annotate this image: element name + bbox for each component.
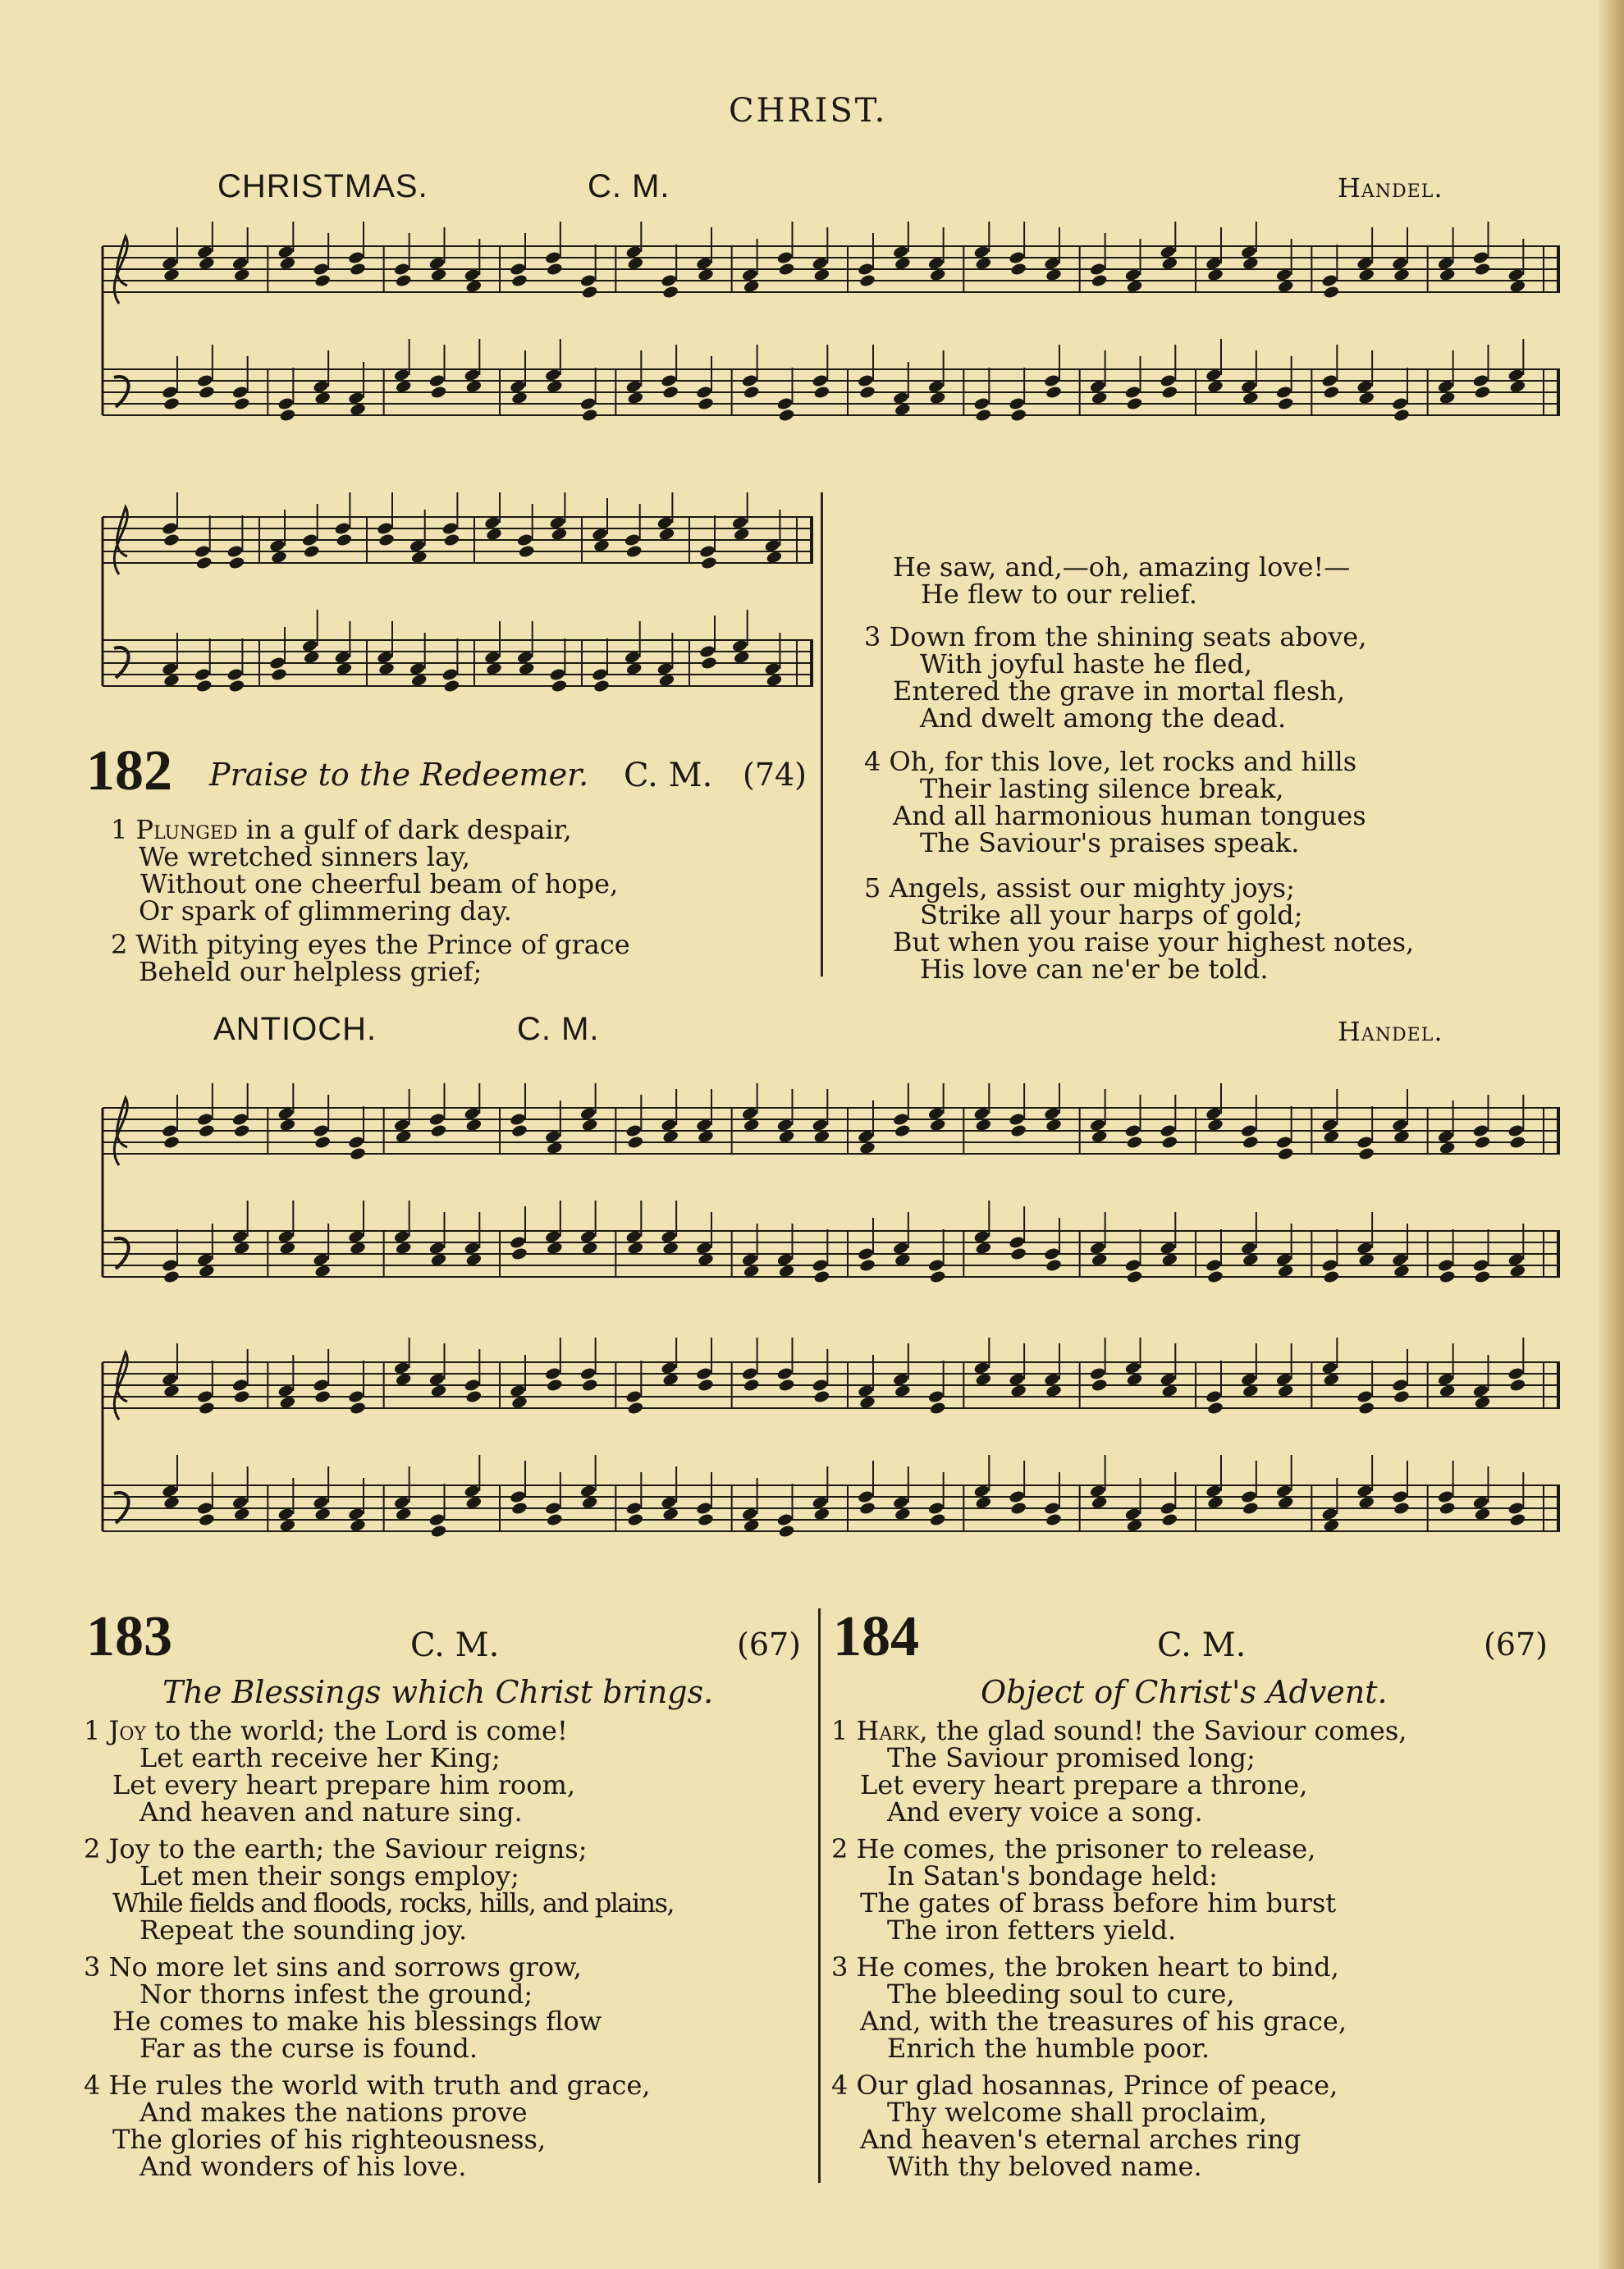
hymn-182-verse-3: 3 Down from the shining seats above, With joyful haste he fled, Entered the grave in mortal flesh, And dwelt among the dead.: [864, 621, 1367, 734]
hymn-182-verse-2-start: 2 With pitying eyes the Prince of grace Beheld our helpless grief;: [111, 929, 630, 987]
hymn-183-verses: 1 Joy to the world; the Lord is come! Let earth receive her King; Let every heart prepare him room, And heaven and nature sing. 2 Joy to the earth; the Saviour reigns; Let men their songs employ; While fields and floods, rocks, hills, and plains, Repeat the sounding joy. 3 No more let sins and sorrows grow, Nor thorns infest the ground; He comes to make his blessings flow Far as the curse is found. 4 He rules the world with truth and grace, And makes the nations prove The glories of his righteousness, And wonders of his love.: [84, 1715, 674, 2182]
hymn-182-verse-1: 1 Plunged in a gulf of dark despair, We wretched sinners lay, Without one cheerful beam of hope, Or spark of glimmering day.: [111, 814, 619, 926]
music-system-antioch-1: [94, 1083, 1563, 1329]
music-system-antioch-2: [94, 1338, 1563, 1584]
hymn-184-verses: 1 Hark, the glad sound! the Saviour comes, The Saviour promised long; Let every heart prepare a throne, And every voice a song. 2 He comes, the prisoner to release, In Satan's bondage held: The gates of brass before him burst The iron fetters yield. 3 He comes, the broken heart to bind, The bleeding soul to cure, And, with the treasures of his grace, Enrich the humble poor. 4 Our glad hosannas, Prince of peace, Thy welcome shall proclaim, And heaven's eternal arches ring With thy beloved name.: [831, 1715, 1407, 2182]
page-edge: [1599, 0, 1624, 2269]
hymn-182-verse-5: 5 Angels, assist our mighty joys; Strike all your harps of gold; But when you raise your highest notes, His love can ne'er be told.: [864, 872, 1415, 985]
hymn-meter-183: C. M.: [410, 1626, 500, 1664]
hymn-182-verse-4: 4 Oh, for this love, let rocks and hills Their lasting silence break, And all harmonious human tongues The Saviour's praises speak.: [864, 746, 1366, 858]
tune-composer-christmas: Handel.: [1338, 172, 1443, 204]
music-system-christmas-1: [94, 222, 1563, 468]
hymn-ref-184: (67): [1484, 1626, 1549, 1663]
tune-meter-antioch: C. M.: [517, 1011, 600, 1047]
hymn-subtitle-183: The Blessings which Christ brings.: [162, 1674, 714, 1710]
hymn-number-182: 182: [86, 739, 172, 803]
music-system-christmas-2: [94, 492, 817, 722]
column-divider-lower: [818, 1608, 821, 2183]
tune-name-antioch: ANTIOCH.: [213, 1011, 377, 1047]
hymn-meter-182: C. M.: [624, 757, 713, 794]
hymn-title-182: Praise to the Redeemer.: [209, 757, 589, 793]
hymn-182-verse-2-end: He saw, and,—oh, amazing love!— He flew to our relief.: [893, 551, 1351, 610]
hymn-number-184: 184: [833, 1605, 919, 1668]
hymn-meter-184: C. M.: [1157, 1626, 1247, 1664]
tune-composer-antioch: Handel.: [1338, 1016, 1443, 1047]
hymn-subtitle-184: Object of Christ's Advent.: [981, 1674, 1388, 1710]
hymn-number-183: 183: [86, 1605, 172, 1668]
running-head: CHRIST.: [729, 92, 888, 130]
column-divider-upper: [821, 492, 823, 977]
tune-name-christmas: CHRISTMAS.: [217, 168, 428, 204]
hymn-ref-182: (74): [743, 757, 807, 793]
hymn-ref-183: (67): [737, 1626, 802, 1663]
tune-meter-christmas: C. M.: [588, 168, 670, 204]
